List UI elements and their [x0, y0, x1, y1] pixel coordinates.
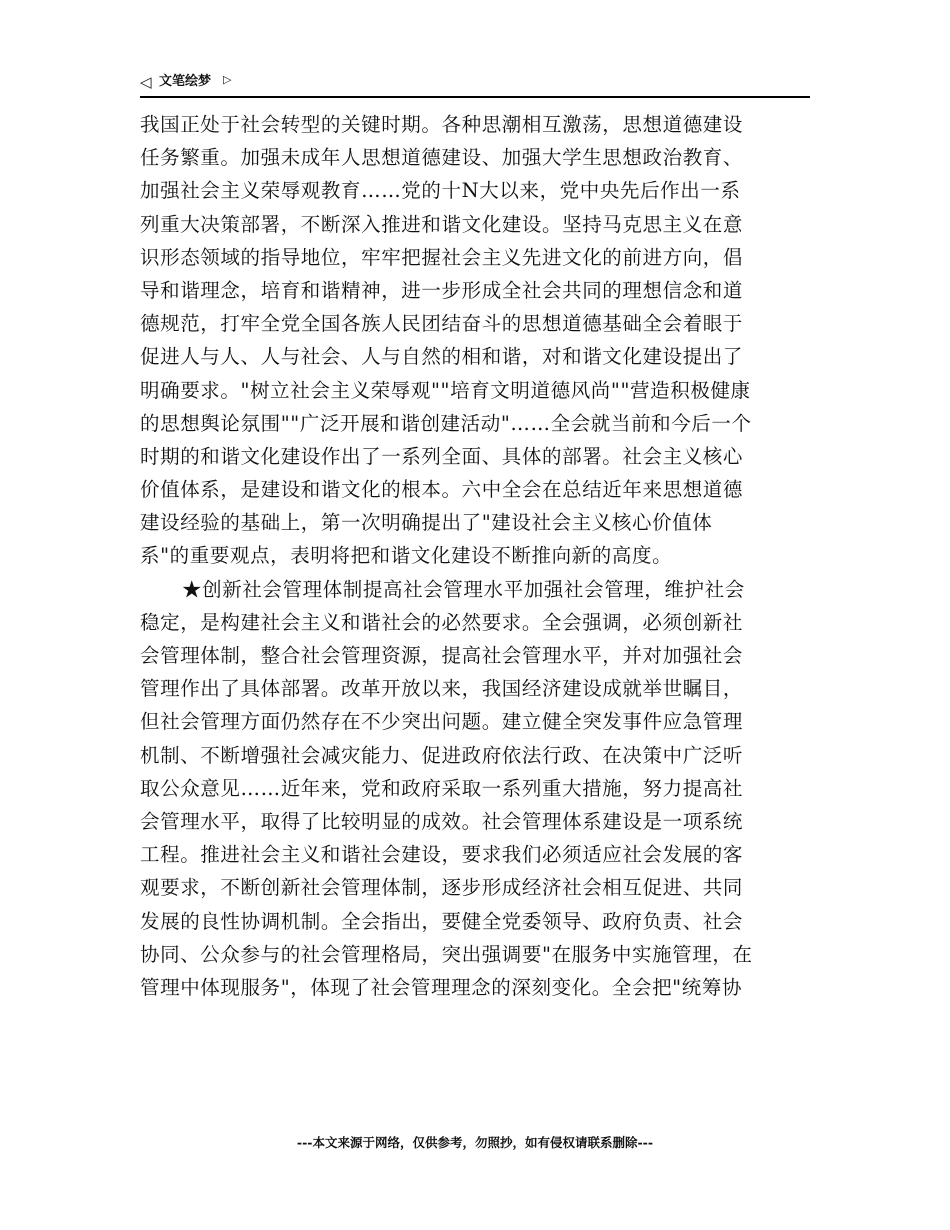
body-line: 工程。推进社会主义和谐社会建设，要求我们必须适应社会发展的客	[140, 843, 744, 867]
body-line: 发展的良性协调机制。全会指出，要健全党委领导、政府负责、社会	[140, 909, 744, 933]
page-header	[140, 70, 810, 98]
body-line: 会管理水平，取得了比较明显的成效。社会管理体系建设是一项系统	[140, 809, 744, 833]
footer-disclaimer: ---本文来源于网络，仅供参考，勿照抄，如有侵权请联系删除---	[296, 1135, 654, 1150]
left-triangle-icon: ◁	[140, 73, 152, 91]
body-line: 但社会管理方面仍然存在不少突出问题。建立健全突发事件应急管理	[140, 710, 744, 734]
body-line: 的思想舆论氛围""广泛开展和谐创建活动"……全会就当前和今后一个	[140, 411, 752, 435]
section-heading-line: ★创新社会管理体制提高社会管理水平加强社会管理，维护社会	[182, 577, 745, 601]
body-line: 管理中体现服务"，体现了社会管理理念的深刻变化。全会把"统筹协	[140, 975, 743, 999]
body-line: 系"的重要观点，表明将把和谐文化建设不断推向新的高度。	[140, 544, 673, 568]
body-line: 时期的和谐文化建设作出了一系列全面、具体的部署。社会主义核心	[140, 444, 744, 468]
body-line: 明确要求。"树立社会主义荣辱观""培育文明道德风尚""营造积极健康	[140, 378, 751, 402]
body-line: 机制、不断增强社会减灾能力、促进政府依法行政、在决策中广泛听	[140, 743, 744, 767]
body-line: 会管理体制，整合社会管理资源，提高社会管理水平，并对加强社会	[140, 644, 744, 667]
body-line: 促进人与人、人与社会、人与自然的相和谐，对和谐文化建设提出了	[140, 345, 744, 369]
body-line: 协同、公众参与的社会管理格局，突出强调要"在服务中实施管理，在	[140, 942, 753, 966]
body-line: 管理作出了具体部署。改革开放以来，我国经济建设成就举世瞩目，	[140, 677, 744, 701]
body-line: 识形态领域的指导地位，牢牢把握社会主义先进文化的前进方向，倡	[140, 245, 744, 269]
body-line: 建设经验的基础上，第一次明确提出了"建设社会主义核心价值体	[140, 511, 713, 535]
header-title: 文笔绘梦	[159, 74, 212, 89]
body-line: 德规范，打牢全党全国各族人民团结奋斗的思想道德基础全会着眼于	[140, 312, 744, 336]
body-line: 价值体系，是建设和谐文化的根本。六中全会在总结近年来思想道德	[140, 478, 744, 502]
right-triangle-icon: ▷	[223, 73, 232, 86]
document-body	[140, 108, 805, 1004]
body-line: 加强社会主义荣辱观教育……党的十N大以来，党中央先后作出一系	[140, 179, 741, 203]
body-line: 列重大决策部署，不断深入推进和谐文化建设。坚持马克思主义在意	[140, 212, 744, 236]
body-line: 取公众意见……近年来，党和政府采取一系列重大措施，努力提高社	[140, 776, 744, 800]
body-line: 观要求，不断创新社会管理体制，逐步形成经济社会相互促进、共同	[140, 876, 744, 900]
body-line: 稳定，是构建社会主义和谐社会的必然要求。全会强调，必须创新社	[140, 610, 744, 634]
body-line: 任务繁重。加强未成年人思想道德建设、加强大学生思想政治教育、	[140, 146, 744, 170]
body-line: 导和谐理念，培育和谐精神，进一步形成全社会共同的理想信念和道	[140, 278, 744, 302]
body-line: 我国正处于社会转型的关键时期。各种思潮相互激荡，思想道德建设	[140, 113, 744, 136]
